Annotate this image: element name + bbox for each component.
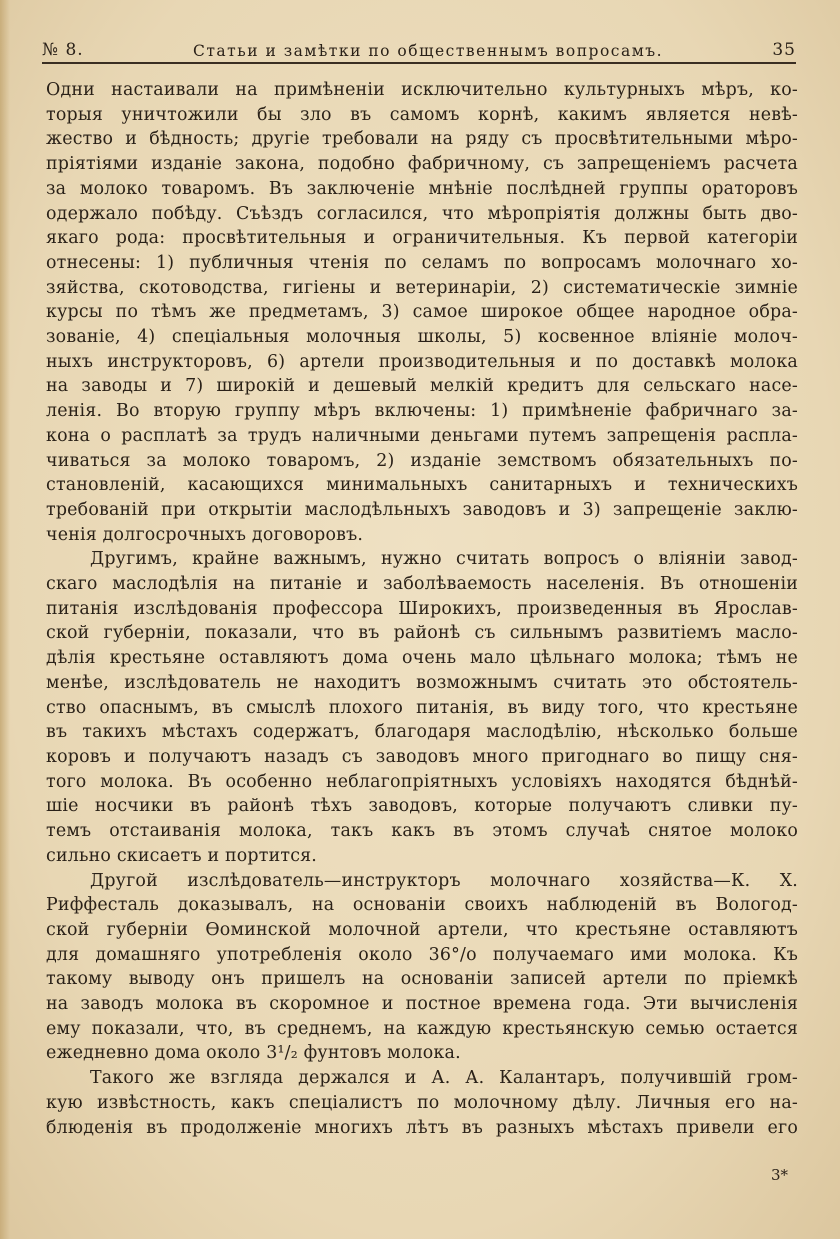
text-line: ему показали, что, въ среднемъ, на каждую крестьянскую семью остается bbox=[46, 1018, 798, 1039]
text-line: на заводъ молока въ скоромное и постное времена года. Эти вычисленія bbox=[46, 994, 798, 1015]
text-line: Другимъ, крайне важнымъ, нужно считать вопросъ о вліяніи завод- bbox=[90, 549, 798, 570]
text-line: скаго маслодѣлія на питаніе и заболѣваемость населенія. Въ отношеніи bbox=[46, 574, 798, 595]
text-line: требованій при открытіи маслодѣльныхъ заводовъ и 3) запрещеніе заклю- bbox=[46, 499, 798, 520]
text-line: Риффесталь доказывалъ, на основаніи своихъ наблюденій въ Вологод- bbox=[46, 895, 798, 916]
text-line: отнесены: 1) публичныя чтенія по селамъ по вопросамъ молочнаго хо- bbox=[46, 252, 798, 273]
paragraph bbox=[46, 547, 798, 868]
text-line: въ такихъ мѣстахъ содержатъ, благодаря маслодѣлію, нѣсколько больше bbox=[46, 722, 798, 743]
text-line: курсы по тѣмъ же предметамъ, 3) самое широкое общее народное обра- bbox=[46, 302, 798, 323]
text-line: Одни настаивали на примѣненіи исключительно культурныхъ мѣръ, ко- bbox=[46, 80, 798, 100]
text-line: якаго рода: просвѣтительныя и ограничительныя. Къ первой категоріи bbox=[46, 228, 798, 249]
text-line: дѣлія крестьяне оставляютъ дома очень мало цѣльнаго молока; тѣмъ не bbox=[46, 648, 798, 669]
issue-number: № 8. bbox=[42, 40, 84, 60]
text-line: ской губерніи Ѳоминской молочной артели, что крестьяне оставляютъ bbox=[46, 919, 798, 940]
text-line: сильно скисаетъ и портится. bbox=[46, 845, 318, 866]
page-number: 35 bbox=[772, 40, 796, 60]
text-line: шіе носчики въ районѣ тѣхъ заводовъ, которые получаютъ сливки пу- bbox=[46, 796, 798, 817]
running-header bbox=[42, 26, 796, 60]
text-line: жество и бѣдность; другіе требовали на ряду съ просвѣтительными мѣро- bbox=[46, 129, 798, 150]
binding-edge bbox=[0, 0, 10, 1239]
text-line: ныхъ инструкторовъ, 6) артели производительныя и по доставкѣ молока bbox=[46, 351, 798, 372]
text-line: ской губерніи, показали, что въ районѣ съ сильнымъ развитіемъ масло- bbox=[46, 623, 798, 644]
text-line: ченія долгосрочныхъ договоровъ. bbox=[46, 524, 364, 545]
paragraph bbox=[46, 78, 798, 547]
text-line: на заводы и 7) широкій и дешевый мелкій кредитъ для сельскаго насе- bbox=[46, 376, 798, 397]
text-line: ство опаснымъ, въ смыслѣ плохого питанія, въ виду того, что крестьяне bbox=[46, 697, 798, 718]
text-line: темъ отстаиванія молока, такъ какъ въ этомъ случаѣ снятое молоко bbox=[46, 821, 798, 842]
text-line: кую извѣстность, какъ спеціалистъ по молочному дѣлу. Личныя его на- bbox=[46, 1092, 798, 1113]
text-line: блюденія въ продолженіе многихъ лѣтъ въ разныхъ мѣстахъ привели его bbox=[46, 1117, 798, 1138]
text-line: менѣе, изслѣдователь не находитъ возможнымъ считать это обстоятель- bbox=[46, 672, 798, 693]
text-line: коровъ и получаютъ назадъ съ заводовъ много пригоднаго во пищу сня- bbox=[46, 746, 798, 767]
text-line: чиваться за молоко товаромъ, 2) изданіе земствомъ обязательныхъ по- bbox=[46, 450, 798, 471]
text-line: Такого же взгляда держался и А. А. Калантаръ, получившій гром- bbox=[90, 1068, 798, 1089]
paragraph bbox=[46, 869, 798, 1067]
text-line: такому выводу онъ пришелъ на основаніи записей артели по пріемкѣ bbox=[46, 969, 798, 990]
header-rule bbox=[42, 62, 796, 64]
text-line: пріятіями изданіе закона, подобно фабричному, съ запрещеніемъ расчета bbox=[46, 154, 798, 175]
text-line: того молока. Въ особенно неблагопріятныхъ условіяхъ находятся бѣднѣй- bbox=[46, 771, 798, 792]
text-line: за молоко товаромъ. Въ заключеніе мнѣніе послѣдней группы ораторовъ bbox=[46, 178, 798, 199]
text-line: для домашняго употребленія около 36°/о получаемаго ими молока. Къ bbox=[46, 944, 798, 965]
paragraph bbox=[46, 1066, 798, 1140]
signature-mark: 3* bbox=[770, 1166, 788, 1184]
text-line: питанія изслѣдованія профессора Широкихъ, произведенныя въ Ярослав- bbox=[46, 598, 798, 619]
text-line: ленія. Во вторую группу мѣръ включены: 1) примѣненіе фабричнаго за- bbox=[46, 401, 798, 422]
running-title: Статьи и замѣтки по общественнымъ вопросамъ. bbox=[193, 42, 664, 60]
text-line: становленій, касающихся минимальныхъ санитарныхъ и техническихъ bbox=[46, 475, 798, 496]
text-line: Другой изслѣдователь—инструкторъ молочнаго хозяйства—К. Х. bbox=[90, 870, 798, 891]
text-line: зованіе, 4) спеціальныя молочныя школы, 5) косвенное вліяніе молоч- bbox=[46, 327, 798, 348]
body-text bbox=[46, 78, 798, 1140]
text-line: торыя уничтожили бы зло въ самомъ корнѣ, какимъ является невѣ- bbox=[46, 104, 798, 125]
text-line: одержало побѣду. Съѣздъ согласился, что мѣропріятія должны быть дво- bbox=[46, 203, 798, 224]
text-line: зяйства, скотоводства, гигіены и ветеринаріи, 2) систематическіе зимніе bbox=[46, 277, 798, 298]
text-line: кона о расплатѣ за трудъ наличными деньгами путемъ запрещенія распла- bbox=[46, 425, 798, 446]
text-line: ежедневно дома около 3¹/₂ фунтовъ молока. bbox=[46, 1043, 461, 1064]
